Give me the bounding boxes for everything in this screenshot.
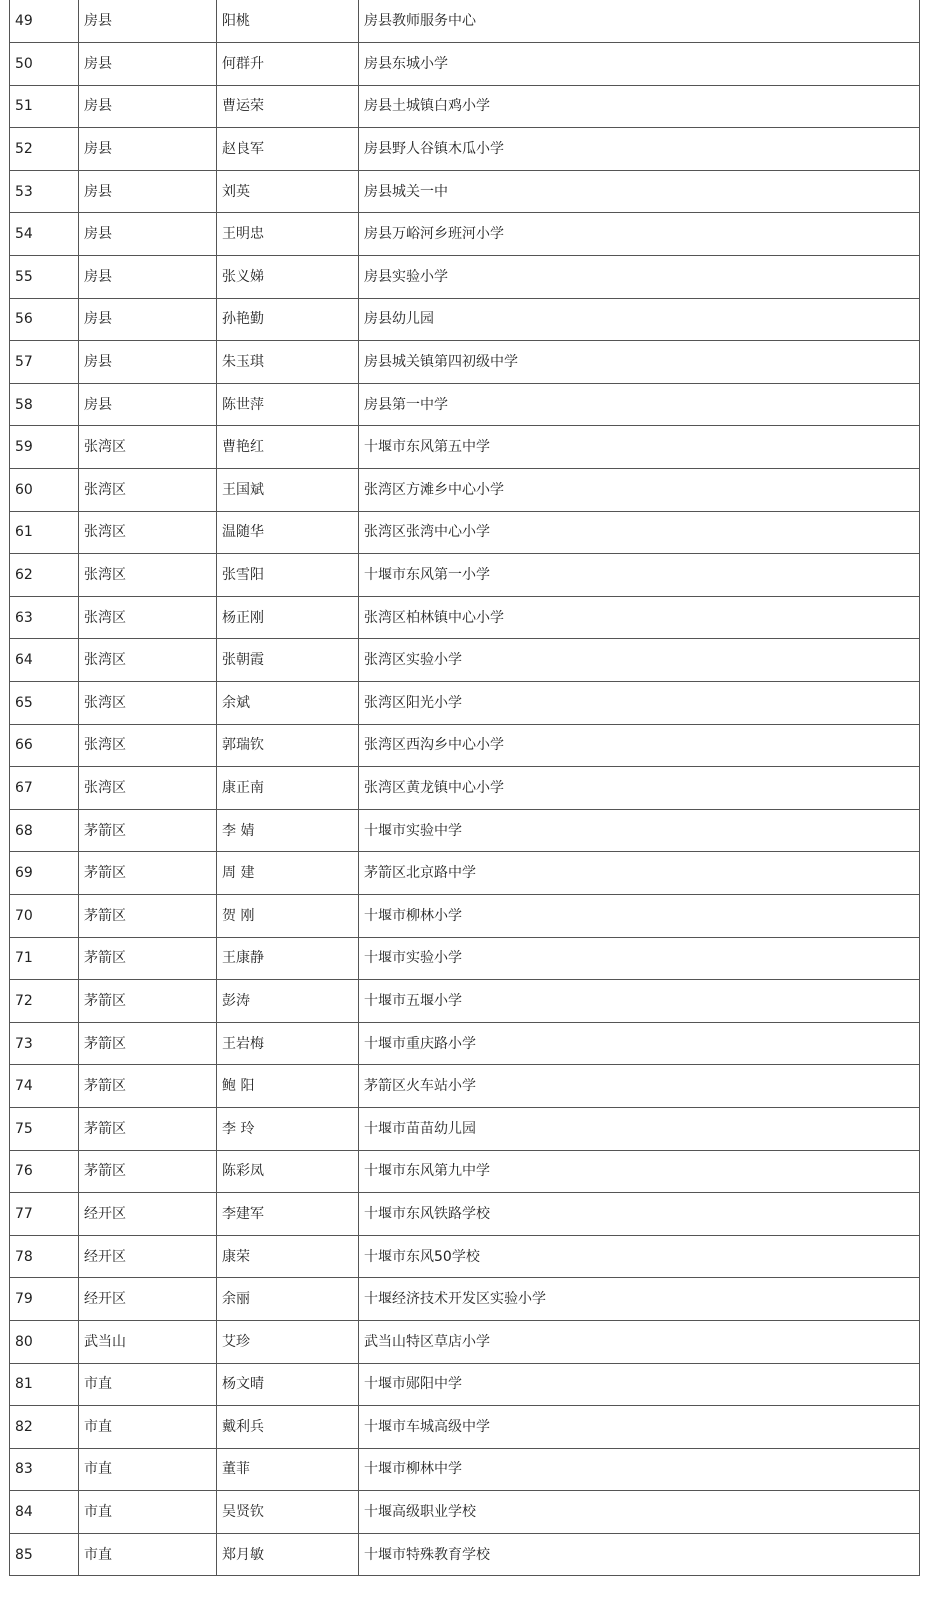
- table-row: [10, 383, 920, 426]
- teacher-name-cell: 张雪阳: [217, 554, 359, 597]
- teacher-name-cell: 彭涛: [217, 980, 359, 1023]
- district-cell: 张湾区: [79, 724, 217, 767]
- row-number-cell: 59: [10, 426, 79, 469]
- row-number-cell: 68: [10, 809, 79, 852]
- district-cell: 张湾区: [79, 596, 217, 639]
- district-cell: 市直: [79, 1406, 217, 1449]
- row-number-cell: 53: [10, 170, 79, 213]
- school-name-cell: 十堰市东风第五中学: [359, 426, 920, 469]
- row-number-cell: 49: [10, 0, 79, 43]
- district-cell: 茅箭区: [79, 894, 217, 937]
- school-name-cell: 十堰市东风50学校: [359, 1235, 920, 1278]
- table-row: [10, 1448, 920, 1491]
- table-row: [10, 213, 920, 256]
- district-cell: 房县: [79, 128, 217, 171]
- school-name-cell: 房县教师服务中心: [359, 0, 920, 43]
- school-name-cell: 房县土城镇白鸡小学: [359, 85, 920, 128]
- district-cell: 茅箭区: [79, 1065, 217, 1108]
- row-number-cell: 61: [10, 511, 79, 554]
- district-cell: 市直: [79, 1363, 217, 1406]
- district-cell: 张湾区: [79, 511, 217, 554]
- teacher-name-cell: 王明忠: [217, 213, 359, 256]
- row-number-cell: 60: [10, 469, 79, 512]
- table-row: [10, 639, 920, 682]
- district-cell: 房县: [79, 0, 217, 43]
- teacher-name-cell: 曹艳红: [217, 426, 359, 469]
- row-number-cell: 65: [10, 682, 79, 725]
- row-number-cell: 67: [10, 767, 79, 810]
- teacher-name-cell: 孙艳勤: [217, 298, 359, 341]
- school-name-cell: 十堰市柳林小学: [359, 894, 920, 937]
- school-name-cell: 房县城关一中: [359, 170, 920, 213]
- teacher-name-cell: 郭瑞钦: [217, 724, 359, 767]
- row-number-cell: 78: [10, 1235, 79, 1278]
- school-name-cell: 十堰市东风铁路学校: [359, 1193, 920, 1236]
- district-cell: 市直: [79, 1448, 217, 1491]
- teacher-name-cell: 郑月敏: [217, 1533, 359, 1576]
- teacher-name-cell: 李 婧: [217, 809, 359, 852]
- teacher-name-cell: 王岩梅: [217, 1022, 359, 1065]
- teacher-name-cell: 余斌: [217, 682, 359, 725]
- table-row: [10, 1022, 920, 1065]
- table-row: [10, 341, 920, 384]
- school-name-cell: 十堰市柳林中学: [359, 1448, 920, 1491]
- teacher-name-cell: 吴贤钦: [217, 1491, 359, 1534]
- row-number-cell: 77: [10, 1193, 79, 1236]
- row-number-cell: 50: [10, 43, 79, 86]
- school-name-cell: 张湾区实验小学: [359, 639, 920, 682]
- table-row: [10, 1065, 920, 1108]
- district-cell: 房县: [79, 85, 217, 128]
- table-row: [10, 1278, 920, 1321]
- row-number-cell: 79: [10, 1278, 79, 1321]
- school-name-cell: 茅箭区火车站小学: [359, 1065, 920, 1108]
- school-name-cell: 茅箭区北京路中学: [359, 852, 920, 895]
- teacher-name-cell: 曹运荣: [217, 85, 359, 128]
- teacher-name-cell: 王康静: [217, 937, 359, 980]
- table-row: [10, 85, 920, 128]
- table-row: [10, 1533, 920, 1576]
- school-name-cell: 十堰市特殊教育学校: [359, 1533, 920, 1576]
- row-number-cell: 73: [10, 1022, 79, 1065]
- school-name-cell: 房县万峪河乡班河小学: [359, 213, 920, 256]
- row-number-cell: 66: [10, 724, 79, 767]
- district-cell: 张湾区: [79, 682, 217, 725]
- row-number-cell: 69: [10, 852, 79, 895]
- row-number-cell: 63: [10, 596, 79, 639]
- district-cell: 经开区: [79, 1278, 217, 1321]
- row-number-cell: 54: [10, 213, 79, 256]
- table-row: [10, 170, 920, 213]
- row-number-cell: 52: [10, 128, 79, 171]
- table-row: [10, 1235, 920, 1278]
- district-cell: 房县: [79, 383, 217, 426]
- table-row: [10, 724, 920, 767]
- table-row: [10, 980, 920, 1023]
- district-cell: 张湾区: [79, 767, 217, 810]
- teacher-name-cell: 余丽: [217, 1278, 359, 1321]
- table-row: [10, 937, 920, 980]
- row-number-cell: 84: [10, 1491, 79, 1534]
- teacher-name-cell: 刘英: [217, 170, 359, 213]
- table-row: [10, 1150, 920, 1193]
- teacher-name-cell: 阳桃: [217, 0, 359, 43]
- row-number-cell: 76: [10, 1150, 79, 1193]
- school-name-cell: 房县幼儿园: [359, 298, 920, 341]
- school-name-cell: 十堰市东风第一小学: [359, 554, 920, 597]
- teacher-name-cell: 康荣: [217, 1235, 359, 1278]
- teacher-name-cell: 鲍 阳: [217, 1065, 359, 1108]
- teacher-list-table-container: [9, 0, 919, 1576]
- school-name-cell: 十堰市郧阳中学: [359, 1363, 920, 1406]
- district-cell: 张湾区: [79, 426, 217, 469]
- district-cell: 武当山: [79, 1320, 217, 1363]
- teacher-name-cell: 周 建: [217, 852, 359, 895]
- table-row: [10, 1363, 920, 1406]
- school-name-cell: 房县野人谷镇木瓜小学: [359, 128, 920, 171]
- teacher-name-cell: 康正南: [217, 767, 359, 810]
- table-row: [10, 554, 920, 597]
- school-name-cell: 十堰市重庆路小学: [359, 1022, 920, 1065]
- table-row: [10, 767, 920, 810]
- school-name-cell: 张湾区西沟乡中心小学: [359, 724, 920, 767]
- teacher-name-cell: 杨文晴: [217, 1363, 359, 1406]
- district-cell: 房县: [79, 298, 217, 341]
- teacher-name-cell: 陈世萍: [217, 383, 359, 426]
- school-name-cell: 房县第一中学: [359, 383, 920, 426]
- school-name-cell: 十堰经济技术开发区实验小学: [359, 1278, 920, 1321]
- teacher-name-cell: 陈彩凤: [217, 1150, 359, 1193]
- row-number-cell: 55: [10, 256, 79, 299]
- teacher-name-cell: 贺 刚: [217, 894, 359, 937]
- teacher-name-cell: 李建军: [217, 1193, 359, 1236]
- row-number-cell: 75: [10, 1107, 79, 1150]
- district-cell: 茅箭区: [79, 1150, 217, 1193]
- row-number-cell: 56: [10, 298, 79, 341]
- school-name-cell: 张湾区阳光小学: [359, 682, 920, 725]
- teacher-name-cell: 赵良军: [217, 128, 359, 171]
- row-number-cell: 70: [10, 894, 79, 937]
- district-cell: 房县: [79, 256, 217, 299]
- row-number-cell: 72: [10, 980, 79, 1023]
- row-number-cell: 57: [10, 341, 79, 384]
- teacher-name-cell: 董菲: [217, 1448, 359, 1491]
- row-number-cell: 81: [10, 1363, 79, 1406]
- school-name-cell: 十堰市车城高级中学: [359, 1406, 920, 1449]
- district-cell: 张湾区: [79, 554, 217, 597]
- school-name-cell: 十堰高级职业学校: [359, 1491, 920, 1534]
- teacher-name-cell: 王国斌: [217, 469, 359, 512]
- school-name-cell: 张湾区柏林镇中心小学: [359, 596, 920, 639]
- district-cell: 房县: [79, 341, 217, 384]
- table-row: [10, 596, 920, 639]
- teacher-name-cell: 张义娣: [217, 256, 359, 299]
- row-number-cell: 64: [10, 639, 79, 682]
- school-name-cell: 十堰市实验小学: [359, 937, 920, 980]
- table-row: [10, 1320, 920, 1363]
- district-cell: 市直: [79, 1491, 217, 1534]
- table-row: [10, 894, 920, 937]
- district-cell: 茅箭区: [79, 1107, 217, 1150]
- teacher-name-cell: 艾珍: [217, 1320, 359, 1363]
- table-row: [10, 809, 920, 852]
- table-row: [10, 682, 920, 725]
- school-name-cell: 十堰市东风第九中学: [359, 1150, 920, 1193]
- row-number-cell: 83: [10, 1448, 79, 1491]
- teacher-list-table: [9, 0, 920, 1576]
- table-row: [10, 1406, 920, 1449]
- row-number-cell: 82: [10, 1406, 79, 1449]
- district-cell: 市直: [79, 1533, 217, 1576]
- table-row: [10, 43, 920, 86]
- table-row: [10, 511, 920, 554]
- teacher-name-cell: 温随华: [217, 511, 359, 554]
- school-name-cell: 房县东城小学: [359, 43, 920, 86]
- school-name-cell: 张湾区黄龙镇中心小学: [359, 767, 920, 810]
- row-number-cell: 62: [10, 554, 79, 597]
- table-row: [10, 298, 920, 341]
- district-cell: 房县: [79, 43, 217, 86]
- table-row: [10, 1491, 920, 1534]
- district-cell: 房县: [79, 170, 217, 213]
- district-cell: 茅箭区: [79, 1022, 217, 1065]
- district-cell: 经开区: [79, 1193, 217, 1236]
- row-number-cell: 74: [10, 1065, 79, 1108]
- school-name-cell: 房县城关镇第四初级中学: [359, 341, 920, 384]
- district-cell: 房县: [79, 213, 217, 256]
- table-row: [10, 0, 920, 43]
- table-body: [10, 0, 920, 1576]
- school-name-cell: 张湾区方滩乡中心小学: [359, 469, 920, 512]
- table-row: [10, 128, 920, 171]
- teacher-name-cell: 何群升: [217, 43, 359, 86]
- school-name-cell: 十堰市实验中学: [359, 809, 920, 852]
- school-name-cell: 房县实验小学: [359, 256, 920, 299]
- row-number-cell: 58: [10, 383, 79, 426]
- table-row: [10, 1193, 920, 1236]
- row-number-cell: 51: [10, 85, 79, 128]
- district-cell: 张湾区: [79, 469, 217, 512]
- district-cell: 经开区: [79, 1235, 217, 1278]
- district-cell: 张湾区: [79, 639, 217, 682]
- table-row: [10, 256, 920, 299]
- teacher-name-cell: 戴利兵: [217, 1406, 359, 1449]
- district-cell: 茅箭区: [79, 937, 217, 980]
- table-row: [10, 469, 920, 512]
- table-row: [10, 1107, 920, 1150]
- teacher-name-cell: 朱玉琪: [217, 341, 359, 384]
- school-name-cell: 武当山特区草店小学: [359, 1320, 920, 1363]
- row-number-cell: 85: [10, 1533, 79, 1576]
- district-cell: 茅箭区: [79, 980, 217, 1023]
- district-cell: 茅箭区: [79, 852, 217, 895]
- district-cell: 茅箭区: [79, 809, 217, 852]
- school-name-cell: 张湾区张湾中心小学: [359, 511, 920, 554]
- table-row: [10, 852, 920, 895]
- row-number-cell: 71: [10, 937, 79, 980]
- row-number-cell: 80: [10, 1320, 79, 1363]
- school-name-cell: 十堰市五堰小学: [359, 980, 920, 1023]
- teacher-name-cell: 张朝霞: [217, 639, 359, 682]
- teacher-name-cell: 杨正刚: [217, 596, 359, 639]
- teacher-name-cell: 李 玲: [217, 1107, 359, 1150]
- table-row: [10, 426, 920, 469]
- school-name-cell: 十堰市苗苗幼儿园: [359, 1107, 920, 1150]
